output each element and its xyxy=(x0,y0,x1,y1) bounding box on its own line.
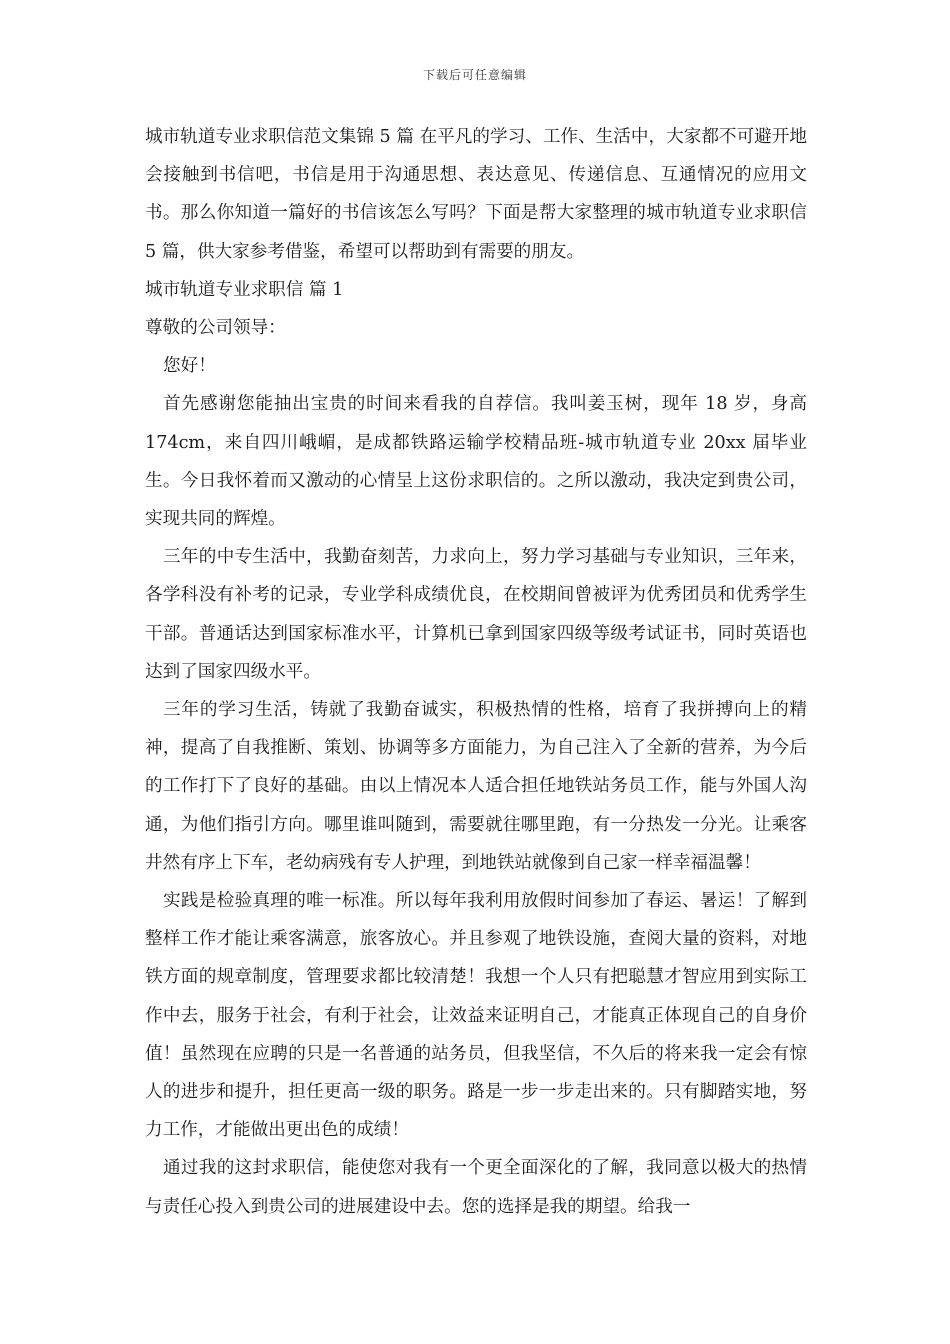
section-title: 城市轨道专业求职信 篇 1 xyxy=(145,279,344,300)
intro-paragraph: 城市轨道专业求职信范文集锦 5 篇 在平凡的学习、工作、生活中，大家都不可避开地会接触到书信吧，书信是用于沟通思想、表达意见、传递信息、互通情况的应用文书。那么你知道一篇好的书信该怎么写吗？下面是帮大家整理的城市轨道专业求职信 5 篇，供大家参考借鉴，希望可以帮助到有需要的朋友。 xyxy=(145,127,807,262)
greeting: 您好！ xyxy=(163,356,216,377)
body-paragraph-1: 首先感谢您能抽出宝贵的时间来看我的自荐信。我叫姜玉树，现年 18 岁，身高 174cm，来自四川峨嵋，是成都铁路运输学校精品班-城市轨道专业 20xx 届毕业生。今日我怀着而又激动的心情呈上这份求职信的。之所以激动，我决定到贵公司，实现共同的辉煌。 xyxy=(145,394,807,530)
body-paragraph-5: 通过我的这封求职信，能使您对我有一个更全面深化的了解，我同意以极大的热情与责任心投入到贵公司的进展建设中去。您的选择是我的期望。给我一 xyxy=(145,1158,807,1217)
page-header-note: 下载后可任意编辑 xyxy=(422,68,527,82)
salutation: 尊敬的公司领导： xyxy=(145,318,286,339)
body-paragraph-4: 实践是检验真理的唯一标准。所以每年我利用放假时间参加了春运、暑运！了解到整样工作才能让乘客满意，旅客放心。并且参观了地铁设施，查阅大量的资料，对地铁方面的规章制度，管理要求都比较清楚！我想一个人只有把聪慧才智应用到实际工作中去，服务于社会，有利于社会，让效益来证明自己，才能真正体现自己的自身价值！虽然现在应聘的只是一名普通的站务员，但我坚信，不久后的将来我一定会有惊人的进步和提升，担任更高一级的职务。路是一步一步走出来的。只有脚踏实地，努力工作，才能做出更出色的成绩！ xyxy=(145,891,807,1141)
document-body xyxy=(145,118,807,1226)
body-paragraph-2: 三年的中专生活中，我勤奋刻苦，力求向上，努力学习基础与专业知识，三年来，各学科没有补考的记录，专业学科成绩优良，在校期间曾被评为优秀团员和优秀学生干部。普通话达到国家标准水平，计算机已拿到国家四级等级考试证书，同时英语也达到了国家四级水平。 xyxy=(145,547,807,682)
body-paragraph-3: 三年的学习生活，铸就了我勤奋诚实，积极热情的性格，培育了我拼搏向上的精神，提高了自我推断、策划、协调等多方面能力，为自己注入了全新的营养，为今后的工作打下了良好的基础。由以上情况本人适合担任地铁站务员工作，能与外国人沟通，为他们指引方向。哪里谁叫随到，需要就往哪里跑，有一分热发一分光。让乘客井然有序上下车，老幼病残有专人护理，到地铁站就像到自己家一样幸福温馨！ xyxy=(145,700,807,873)
